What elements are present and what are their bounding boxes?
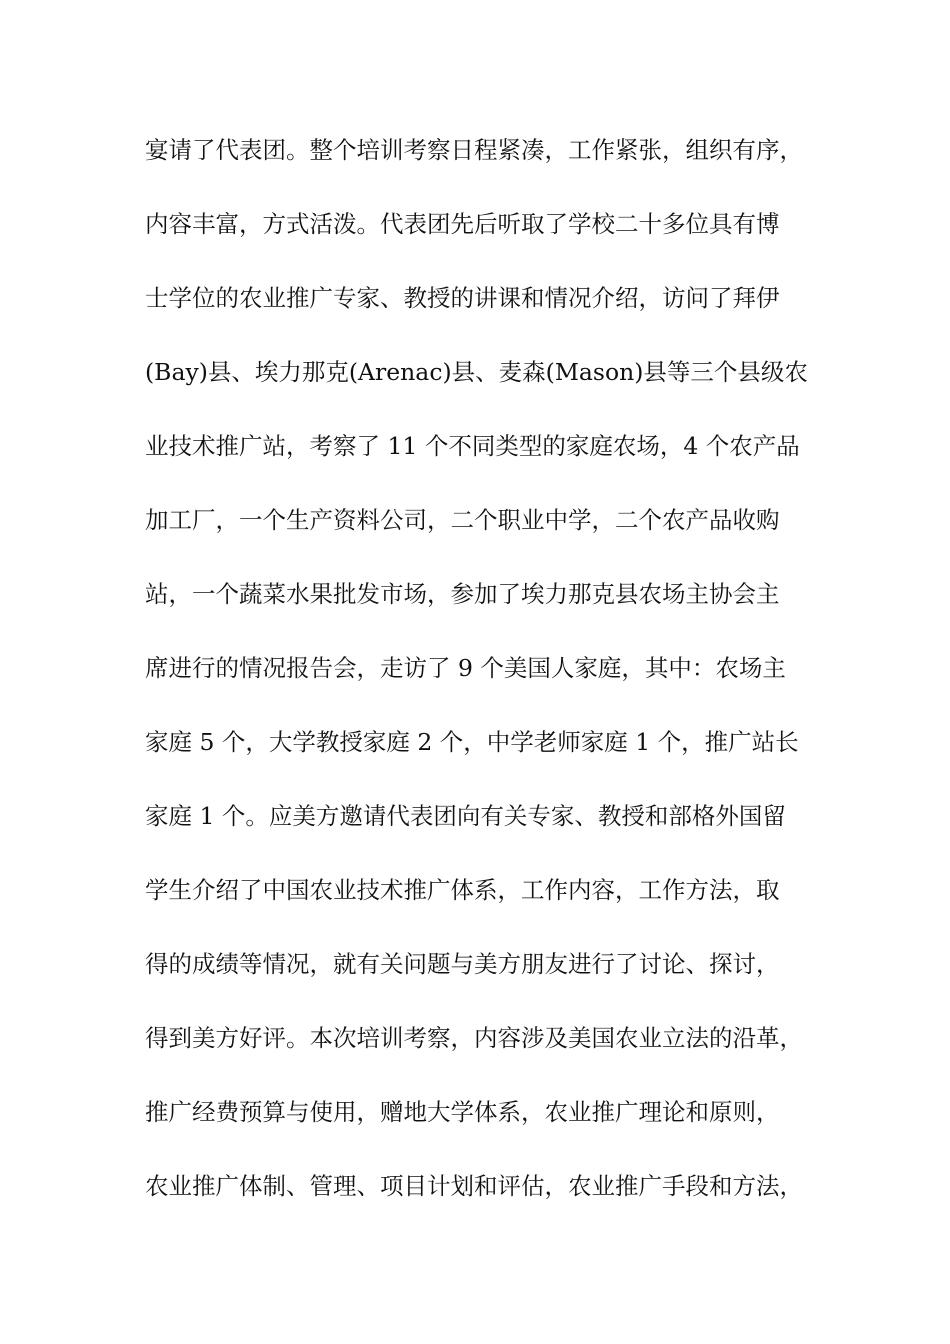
text-line: 家庭 1 个。应美方邀请代表团向有关专家、教授和部格外国留 [145,802,786,830]
text-line: 家庭 5 个，大学教授家庭 2 个，中学老师家庭 1 个，推广站长 [145,728,799,756]
text-line: 得到美方好评。本次培训考察，内容涉及美国农业立法的沿革， [145,1024,803,1052]
text-line: 宴请了代表团。整个培训考察日程紧凑，工作紧张，组织有序， [145,136,803,164]
text-line: (Bay)县、埃力那克(Arenac)县、麦森(Mason)县等三个县级农 [145,358,808,386]
text-line: 得的成绩等情况，就有关问题与美方朋友进行了讨论、探讨， [145,950,780,978]
text-line: 士学位的农业推广专家、教授的讲课和情况介绍，访问了拜伊 [145,284,780,312]
text-line: 站，一个蔬菜水果批发市场，参加了埃力那克县农场主协会主 [145,580,780,608]
text-line: 学生介绍了中国农业技术推广体系，工作内容，工作方法，取 [145,876,780,904]
text-line: 席进行的情况报告会，走访了 9 个美国人家庭，其中：农场主 [145,654,786,682]
body-text [145,124,835,1234]
text-line: 农业推广体制、管理、项目计划和评估，农业推广手段和方法， [145,1172,803,1200]
text-line: 业技术推广站，考察了 11 个不同类型的家庭农场，4 个农产品 [145,432,800,460]
text-line: 推广经费预算与使用，赠地大学体系，农业推广理论和原则， [145,1098,780,1126]
text-line: 加工厂，一个生产资料公司，二个职业中学，二个农产品收购 [145,506,780,534]
text-line: 内容丰富，方式活泼。代表团先后听取了学校二十多位具有博 [145,210,780,238]
